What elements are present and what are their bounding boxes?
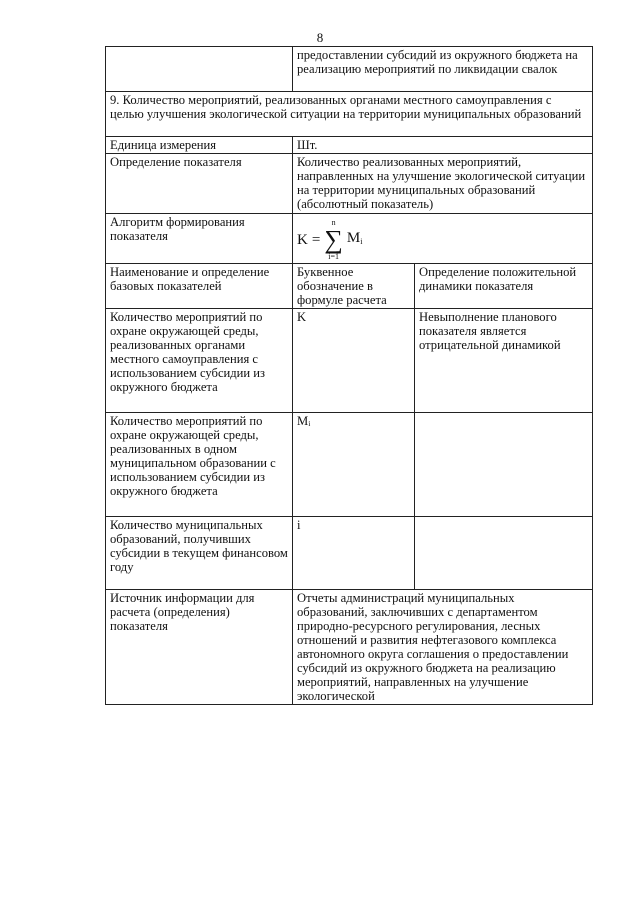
intro-continuation: предоставлении субсидий из окружного бюджета на реализацию мероприятий по ликвидации свалок [293,47,593,92]
formula [297,218,362,262]
table-row [106,413,593,517]
sum-upper-limit: n [331,218,336,227]
item-name: Количество мероприятий по охране окружающей среды, реализованных в одном муниципальном образовании с использованием субсидии из окружного бюджета [106,413,293,517]
item-name: Количество муниципальных образований, получивших субсидии в текущем финансовом году [106,517,293,590]
table-row [106,137,593,154]
header-symbol: Буквенное обозначение в формуле расчета [293,264,415,309]
unit-value: Шт. [293,137,593,154]
formula-term: $M_i$ [346,230,363,246]
algorithm-label: Алгоритм формирования показателя [106,214,293,264]
section-title: 9. Количество мероприятий, реализованных органами местного самоуправления с целью улучшения экологической ситуации на территории муниципальных образований [106,92,593,137]
source-label: Источник информации для расчета (определения) показателя [106,590,293,705]
table-row [106,214,593,264]
item-name: Количество мероприятий по охране окружающей среды, реализованных органами местного самоуправления с использованием субсидии из окружного бюджета [106,309,293,413]
empty-cell [106,47,293,92]
item-dynamics: Невыполнение планового показателя является отрицательной динамикой [415,309,593,413]
algorithm-formula-cell [293,214,593,264]
header-dynamics: Определение положительной динамики показателя [415,264,593,309]
formula-equals: = [311,232,321,248]
item-symbol: Mᵢ [293,413,415,517]
item-dynamics [415,517,593,590]
table-row [106,309,593,413]
definition-value: Количество реализованных мероприятий, направленных на улучшение экологической ситуации на территории муниципальных образований (абсолютный показатель) [293,154,593,214]
table-row [106,264,593,309]
table-row [106,92,593,137]
table-row [106,154,593,214]
sigma-symbol: ∑ [324,225,343,254]
table-row [106,590,593,705]
table-row [106,47,593,92]
item-symbol: i [293,517,415,590]
formula-term-subscript: i [360,237,363,246]
definition-label: Определение показателя [106,154,293,214]
summation [324,218,343,262]
table-row [106,517,593,590]
item-symbol: K [293,309,415,413]
page-number: 8 [316,30,324,45]
item-dynamics [415,413,593,517]
unit-label: Единица измерения [106,137,293,154]
indicator-table [105,46,593,705]
formula-lhs: K [297,232,308,248]
sum-lower-limit: i=1 [328,252,339,261]
header-name: Наименование и определение базовых показателей [106,264,293,309]
source-value: Отчеты администраций муниципальных образований, заключивших с департаментом природно-ресурсного регулирования, лесных отношений и развития нефтегазового комплекса автономного округа соглашения о предоставлении субсидий из окружного бюджета на реализацию мероприятий, направленных на улучшение экологической [293,590,593,705]
